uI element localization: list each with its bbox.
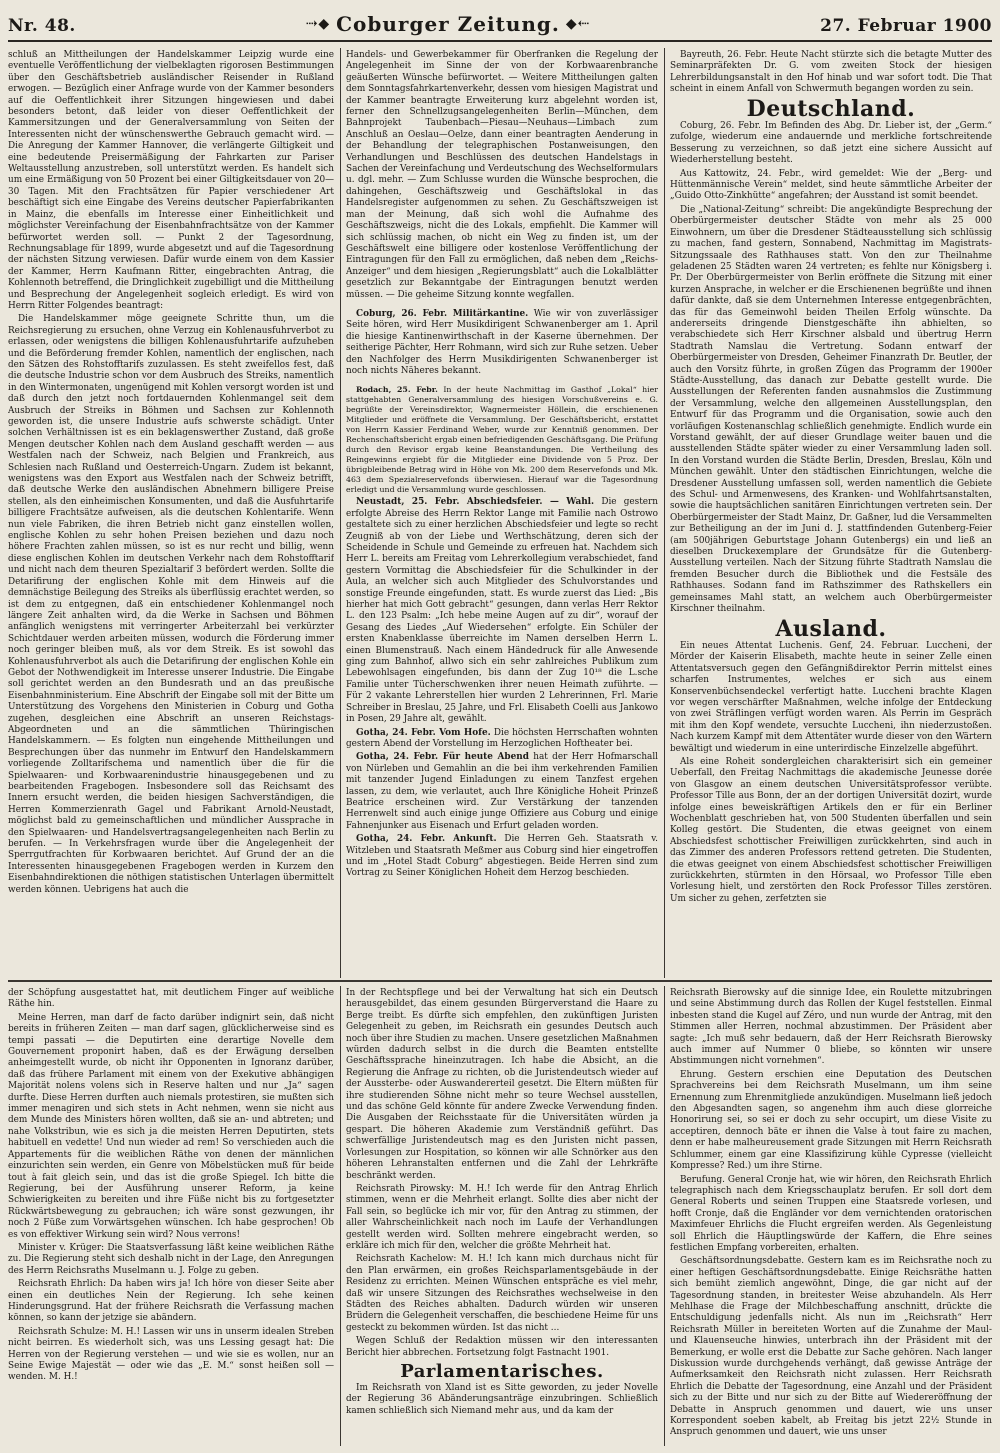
- column-rule: [340, 48, 341, 978]
- article-dateline: Gotha, 24. Febr. Für heute Abend: [356, 752, 529, 763]
- section-heading-ausland: Ausland.: [775, 615, 887, 642]
- article-text: Reichsrath Bierowsky auf die sinnige Idee, ein Roulette mitzubringen und seine Abstimmung durch das Rollen der Kugel feststellen. Einmal inbesten stand die Kugel auf Zéro, und nun wurde der Antrag, mit den Stimmen aller Herren, nochmal abzustimmen. Der Präsident aber sagte: „Ich muß sehr bedauern, daß der Herr Reichsrath Bierowsky auch immer auf Nummer 0 bliebe, so könnten wir unsere Abstimmungen nicht vornehmen“.: [670, 988, 992, 1067]
- article-text: Bayreuth, 26. Febr. Heute Nacht stürzte sich die betagte Mutter des Seminarpräfekten Dr. G. vom zweiten Stock der hiesigen Lehrerbildungsanstalt in den Hof hinab und war sofort todt. Die That scheint in einem Anfall von Schwermuth begangen worden zu sein.: [670, 50, 992, 95]
- article-text: Reichsrath Ehrlich: Da haben wirs ja! Ich höre von dieser Seite aber einen ein deutliches Nein der Regierung. Ich sehe keinen Hinderungsgrund. Hat der frühere Reichsrath die Verfassung machen können, so kann der jetzige sie abändern.: [8, 1279, 334, 1324]
- article-text: Ein neues Attentat Luchenis. Genf, 24. Februar. Luccheni, der Mörder der Kaiserin Elisabeth, machte heute in seiner Zelle einen Attentatsversuch gegen den Gefängnißdirektor Perrin mittelst eines scharfen Instrumentes, welches er sich aus einem Konservenbüchsendeckel verfertigt hatte. Luccheni brachte Klagen vor wegen verschärfter Maßnahmen, welche infolge der Entdeckung von zwei Sträflingen verfügt worden waren. Als Perrin im Gespräch mit ihm den Kopf wendete, versuchte Luccheni, ihn niederzustoßen. Nach kurzem Kampf mit dem Attentäter wurde dieser von den Wärtern bewältigt und wiederum in eine unterirdische Einzelzelle abgeführt.: [670, 640, 992, 754]
- article-text: Reichsrath Pirowsky: M. H.! Ich werde für den Antrag Ehrlich stimmen, wenn er die Mehrheit erlangt. Sollte dies aber nicht der Fall sein, so beglücke ich mir vor, für den Antrag zu stimmen, der aller Wahrscheinlichkeit nach noch im Laufe der Verhandlungen gestellt werden wird. Sollten mehrere eingebracht werden, so erkläre ich mich für den, welcher die größte Mehrheit hat.: [346, 1183, 658, 1251]
- article-text: Handels- und Gewerbekammer für Oberfranken die Regelung der Angelegenheit im Sinne der von der Korbwaarenbranche geäußerten Wünsche befürwortet. — Weitere Mittheilungen galten dem Sonntagsfahrkartenverkehr, dessen vom hiesigen Magistrat und der Kammer beantragte Erweiterung kurz abgelehnt worden ist, ferner den Schnellzugsangelegenheiten Berlin—München, dem Bahnprojekt Taubenbach—Piesau—Neuhaus—Limbach zum Anschluß an Oeslau—Oelze, dann einer beantragten Aenderung in der Behandlung der telegraphischen Postanweisungen, den Verhandlungen und Beschlüssen des deutschen Handelstags in Sachen der Vereinfachung und Verdeutschung des Wechselformulars u. dgl. mehr. — Zum Schlusse wurden die Wünsche besprochen, die dahingehen, Geschäftszweig und Geschäftslokal in das Handelsregister aufgenommen zu sehen. Zu Geschäftszweigen ist man der Meinung, daß sich wohl die Aufnahme des Geschäftszweigs, nicht die des Lokals, empfiehlt. Die Kammer will sich schlüssig machen, ob nicht ein Weg zu finden ist, um der Geschäftswelt eine billigere oder kostenlose Veröffentlichung der Eintragungen für den Fall zu ermöglichen, daß neben dem „Reichs-Anzeiger“ und dem hiesigen „Regierungsblatt“ auch die Lokalblätter gesetzlich zur Bekanntgabe der Eintragungen benutzt werden müssen. — Die geheime Sitzung konnte wegfallen.: [346, 50, 658, 300]
- article-dateline: Gotha, 24. Febr. Vom Hofe.: [356, 727, 491, 738]
- section-heading-deutschland: Deutschland.: [746, 95, 916, 122]
- top-column-1: [8, 50, 334, 976]
- bottom-column-2: [346, 988, 658, 1448]
- article-text: der Schöpfung ausgestattet hat, mit deutlichem Finger auf weibliche Räthe hin.: [8, 988, 334, 1010]
- top-column-2: [346, 50, 658, 976]
- article-text: Reichsrath Kachelow: M. H.! Ich kann mich durchaus nicht für den Plan erwärmen, ein großes Reichsparlamentsgebäude in der Residenz zu errichten. Meinen Wünschen entspräche es viel mehr, daß wir unsere Sitzungen des Reichsrathes wechselweise in den Städten des Reiches abhalten. Dadurch würden wir unseren Brüdern die Gelegenheit verschaffen, die beschiedene Heime für uns gesteckt zu bekommen würden. Ist das nicht ...: [346, 1254, 658, 1333]
- article-text: Minister v. Krüger: Die Staatsverfassung läßt keine weiblichen Räthe zu. Die Regierung steht sich deshalb nicht in der Lage, den Anregungen des Herrn Reichsraths Muselmann u. J. Folge zu geben.: [8, 1242, 334, 1276]
- article-text: In der heute Nachmittag im Gasthof „Lokal“ hier stattgehabten Generalversammlung des hiesigen Vorschußvereins e. G. begrüßte der Vereinsdirektor, Wagnermeister Höllein, die erschienenen Mitglieder und eröffnete die Versammlung. Der Geschäftsbericht, erstattet von Herrn Kassier Ferdinand Weber, wurde zur Kenntniß genommen. Der Rechenschaftsbericht ergab einen befriedigenden Geschäftsgang. Die Prüfung durch den Revisor ergab keine Beanstandungen. Die Vertheilung des Reingewinns ergiebt für die Mitglieder eine Dividende von 5 Proz. Der übrigbleibende Betrag wird in Höhe von Mk. 200 dem Reservefonds und Mk. 463 dem Spezialreservefonds überwiesen. Hierauf war die Tagesordnung erledigt und die Versammlung wurde geschlossen.: [346, 385, 658, 495]
- masthead: [8, 0, 992, 42]
- article-text: Meine Herren, man darf de facto darüber indignirt sein, daß nicht bereits in früheren Zeiten — man darf sagen, glücklicherweise sind es tempi passati — die Deputirten eine derartige Novelle dem Gouvernement proponirt haben, daß es der Erwägung derselben anheimgestellt wurde, ob nicht ihr Opponenten in Ignoranz darüber, daß das frühere Parlament mit einem von der Exekutive abhängigen Majorität nolens volens sich in Reserve halten und nur „Ja“ sagen durfte. Diese Herren durften auch niemals protestiren, sie mußten sich immer menagiren und sich stets in Acht nehmen, wenn sie nicht aus dem Munde des Ministers hören wollten, daß sie an- und abtreten; und nahe Volkstribun, wie es sich ja die meisten Herren Deputirten, stets habituell en vedette! Und nun wieder ad rem! So verschieden auch die Appartements für die weiblichen Räthe von denen der männlichen einzurichten sein werden, ein Genre von Möbelstücken muß für beide tout à fait gleich sein, und das ist die große Spiegel. Ich bitte die Regierung, bei der Ausführung unserer Reform, ja keine Schwierigkeiten zu bereiten und ihre Füße nicht bis zu fortgesetzter Rückwärtsbewegung zu gebrauchen; ich wäre sonst gezwungen, ihr noch 2 Füße zum Vorwärtsgehen wünschen. Ich habe gesprochen! Ob es von effektiver Wirkung sein wird? Nous verrons!: [8, 1012, 334, 1240]
- article-text: Die „National-Zeitung“ schreibt: Die angekündigte Besprechung der Oberbürgermeister deutscher Städte von mehr als 25 000 Einwohnern, um über die Dresdener Städteausstellung sich schlüssig zu machen, fand gestern, Sonnabend, Nachmittag im Magistrats-Sitzungssaale des Rathhauses statt. Von den zur Theilnahme geladenen 25 Städten waren 24 vertreten; es fehlte nur Königsberg i. Pr. Der Oberbürgermeister von Berlin eröffnete die Sitzung mit einer kurzen Ansprache, in welcher er die Erschienenen begrüßte und ihnen dafür dankte, daß sie dem Unternehmen Interesse entgegenbrächten, das für das Gemeinwohl beiden Theilen Erfolg wünschte. Da andererseits dringende Dienstgeschäfte ihn abhielten, so verabschiedete sich Herr Kirschner alsbald und übertrug Herrn Stadtrath Namslau die Vertretung. Sodann entwarf der Oberbürgermeister von Dresden, Geheimer Finanzrath Dr. Beutler, der auch den Vorsitz führte, in großen Zügen das Programm der 1900er Städte-Ausstellung, das danach zur Debatte gestellt wurde. Die Ausstellungen der Referenten fanden ausnahmslos die Zustimmung der Versammlung, welche den allgemeinen Ausstellungsplan, den Entwurf für das Programm und die Organisation, sowie auch den vorläufigen Kostenanschlag schließlich genehmigte. Endlich wurde ein Vorstand gewählt, der auf dieser Grundlage weiter bauen und die ausstellenden Städte später wieder zu einer Versammlung laden soll. In den Vorstand wurden die Städte Berlin, Dresden, Breslau, Köln und München gewählt. Unter den städtischen Einrichtungen, welche die Dresdener Ausstellung umfassen soll, werden namentlich die Gebiete des Schul- und Armenwesens, des Kranken- und Wohlfahrtsanstalten, sowie die hauptsächlichen sanitären Einrichtungen vertreten sein. Der Oberbürgermeister der Stadt Mainz, Dr. Gaßner, lud die Versammelten zur Betheiligung an der im Juni d. J. stattfindenden Gutenberg-Feier (am 500jährigen Geburtstage Johann Gutenbergs) ein und ließ an dieselben Druckexemplare der Grundsätze für die Gutenberg-Ausstellung verteilen. Nach der Sitzung führte Stadtrath Namslau die fremden Besucher durch die Bibliothek und die Festsäle des Rathhauses. Sodann fand im Rathszimmer des Rathskellers ein gemeinsames Mahl statt, an welchem auch Oberbürgermeister Kirschner theilnahm.: [670, 204, 992, 615]
- newspaper-title-text: Coburger Zeitung.: [336, 12, 560, 36]
- article-text: Die höchsten Herrschaften wohnten gestern Abend der Vorstellung im Herzoglichen Hoftheater bei.: [346, 727, 658, 749]
- left-ornament-icon: ⇢◆: [305, 16, 331, 32]
- article-dateline: Neustadt, 25. Febr. Abschiedsfeier. — Wahl.: [356, 497, 595, 508]
- article-text: Die gestern erfolgte Abreise des Herrn Rektor Lange mit Familie nach Ostrowo gestaltete sich zu einer herzlichen Abschiedsfeier und legte so recht Zeugniß ab von der Liebe und Werthschätzung, deren sich der Scheidende in Schule und Gemeinde zu erfreuen hat. Nachdem sich Herr L. bereits am Freitag vom Lehrerkollegium verabschiedet, fand gestern Vormittag die Abschiedsfeier für die Schulkinder in der Aula, an welcher sich auch Mitglieder des Schulvorstandes und sonstige Freunde eingefunden, statt. Es wurde zuerst das Lied: „Bis hierher hat mich Gott gebracht“ gesungen, dann verlas Herr Rektor L. den 123 Psalm: „Ich hebe meine Augen auf zu dir“, worauf der Gesang des Liedes „Auf Wiedersehen“ erfolgte. Ein Schüler der ersten Knabenklasse überreichte im Namen derselben Herrn L. einen Blumenstrauß. Nach einem Händedruck für alle Anwesende ging zum Bahnhof, allwo sich ein sehr zahlreiches Publikum zum Lebewohlsagen eingefunden, bis dann der Zug 10¹⁸ die L.sche Familie unter Tücherschwenken ihrer neuen Heimath zuführte. — Für 2 vakante Lehrerstellen hier wurden 2 Lehrerinnen, Frl. Marie Schreiber in Breslau, 25 Jahre, und Frl. Elisabeth Coelli aus Jankowo in Posen, 29 Jahre alt, gewählt.: [346, 497, 658, 725]
- article-text: Als eine Roheit sondergleichen charakterisirt sich ein gemeiner Ueberfall, den Freitag Nachmittags die akademische Jeunesse dorée von Glasgow an einem deutschen Universitätsprofessor verübte. Professor Tille aus Bonn, der an der dortigen Universität dozirt, wurde infolge eines beweiskräftigen Artikels den er für ein Berliner Wochenblatt geschrieben hat, von 500 Studenten überfallen und sein Kolleg gestört. Die Studenten, die etwas geeignet von einem Abschiedsfest schottischer Freiwilligen zurückkehrten, sind auch in das Zimmer des anderen Professors rettend getreten. Die Studenten, die etwas geeignet von einem Abschiedsfest schottischer Freiwilligen zurückkehrten, stürmten in den Hörsaal, wo Professor Tille eben Vorlesung hielt, und zerstörten den Rock Professor Tilles zerstören. Um sicher zu gehen, zerfetzten sie: [670, 756, 992, 904]
- issue-number: Nr. 48.: [8, 16, 76, 36]
- article-dateline: Gotha, 24. Febr. Ankunft.: [356, 834, 497, 845]
- column-rule: [664, 48, 665, 978]
- article-text: Aus Kattowitz, 24. Febr., wird gemeldet: Wie der „Berg- und Hüttenmännische Verein“ meldet, sind heute sämmtliche Arbeiter der „Guido Otto-Zinkhütte“ angefahren; der Ausstand ist somit beendet.: [670, 168, 992, 202]
- issue-date: 27. Februar 1900: [820, 16, 992, 36]
- section-heading-parlamentarisches: Parlamentarisches.: [400, 1361, 604, 1382]
- article-text: Die Handelskammer möge geeignete Schritte thun, um die Reichsregierung zu ersuchen, ohne Verzug ein Kohlenausfuhrverbot zu erlassen, oder wenigstens die billigen Kohlenausfuhrtarife aufzuheben und die Beförderung fremder Kohlen, namentlich der englischen, nach den Sätzen des Rohstofftarifs zuzulassen. Es steht zweifellos fest, daß die deutsche Industrie schon vor dem Ausbruch des Streiks, namentlich in den Wintermonaten, ungenügend mit Kohlen versorgt worden ist und daß durch den jetzt noch fortdauernden Kohlenmangel seit dem Ausbruch der Streiks in Böhmen und Sachsen zur Kohlennoth geworden ist, die unsere Industrie aufs schwerste schädigt. Unter solchen Verhältnissen ist es ein beklagenswerther Zustand, daß große Mengen deutscher Kohlen nach dem Ausland geschafft werden — aus Westfalen nach der Schweiz, nach Belgien und Frankreich, aus Schlesien nach Rußland und Oesterreich-Ungarn. Zudem ist bekannt, wenigstens was den Export aus Westfalen nach der Schweiz betrifft, daß deutsche Werke den ausländischen Abnehmern billigere Preise stellen, als den einheimischen Konsumenten, und daß die Ausfuhrtarife billigere Frachtsätze aufweisen, als die deutschen Kohlentarife. Wenn nun viele Fabriken, die ihren Betrieb nicht ganz einstellen wollen, englische Kohlen zu sehr hohen Preisen beziehen und dazu noch höhere Frachten zahlen müssen, so ist es nur recht und billig, wenn diese englischen Kohlen im deutschen Verkehr nach dem Rohstofftarif und nicht nach dem theuren Spezialtarif 3 befördert werden. Sollte die Detarifirung der englischen Kohle mit dem Hinweis auf die demnächstige Beilegung des Streiks als überflüssig erachtet werden, so ist dem zu entgegnen, daß ein entschiedener Kohlenmangel noch längere Zeit anhalten wird, da die Werke in Sachsen und Böhmen anfänglich wenigstens mit verringerter Arbeiterzahl bei verkürzter Schichtdauer werden arbeiten müssen, wodurch die Förderung immer noch geringer bleiben muß, als vor dem Streik. Es ist sowohl das Kohlenausfuhrverbot als auch die Detarifirung der englischen Kohle ein Gebot der Nothwendigkeit im Interesse unserer Industrie. Die Eingabe soll gerichtet werden an den Bundesrath und an das preußische Eisenbahnministerium. Eine Abschrift der Eingabe soll mit der Bitte um Unterstützung des Vorgehens den Ministerien in Coburg und Gotha zugehen, desgleichen eine Abschrift an unseren Reichstags-Abgeordneten und an die sämmtlichen Thüringischen Handelskammern. — Es folgten nun eingehende Mittheilungen und Besprechungen über das nunmehr im Entwurf den Handelskammern vorliegende Zolltarifschema und namentlich über die für die Spielwaaren- und Korbwaarenindustrie hinausgegebenen und zu bearbeitenden Fragebogen. Insbesondere soll das Reichsamt des Innern ersucht werden, die beiden hiesigen Sachverständigen, die Herren Kommerzienrath Gagel und Fabrikant Arnold-Neustadt, möglichst bald zu gemeinschaftlichen und mündlicher Aussprache in den Spielwaaren- und Handelsvertragsangelegenheiten nach Berlin zu berufen. — In Verkehrsfragen wurde über die Angelegenheit der Sperrgutfrachten für Korbwaaren berichtet. Auf Grund der an die Interessenten hinausgegebenen Fragebogen werden in Kurzem den Eisenbahndirektionen die nöthigen statistischen Unterlagen übermittelt werden können. Uebrigens hat auch die: [8, 314, 334, 895]
- article-text: Coburg, 26. Febr. Im Befinden des Abg. Dr. Lieber ist, der „Germ.“ zufolge, wiederum eine andauernde und merkliche fortschreitende Besserung zu verzeichnen, so daß jetzt eine sichere Aussicht auf Wiederherstellung besteht.: [670, 121, 992, 166]
- article-text: schluß an Mittheilungen der Handelskammer Leipzig wurde eine eventuelle Veröffentlichung der vielbeklagten rigorosen Bestimmungen über den Geschäftsbetrieb ausländischer Reisender in Rußland erwogen. — Bezüglich einer Anfrage wurde von der Kammer besonders auf die Oeffentlichkeit ihrer Sitzungen hingewiesen und dabei besonders betont, daß leider von dieser Oeffentlichkeit der Kammersitzungen und der Generalversammlung von Seiten der Interessenten nicht der wünschenswerthe Gebrauch gemacht wird. — Die Anregung der Kammer Hannover, die verlängerte Giltigkeit und eine bedeutende Preisermäßigung der Fahrkarten zur Pariser Weltausstellung anzustreben, soll unterstützt werden. Es handelt sich um eine Ermäßigung von 50 Prozent bei einer Giltigkeitsdauer von 20—30 Tagen. Mit den Frachtsätzen für Papier verschiedener Art beschäftigt sich eine Eingabe des Vereins deutscher Papierfabrikanten in Mainz, die ebenfalls im Interesse einer Einheitlichkeit und möglichster Vereinfachung der Eisenbahnfrachtsätze von der Kammer befürwortet werden soll. — Punkt 2 der Tagesordnung, Rechnungsablage für 1899, wurde abgesetzt und auf die Tagesordnung der nächsten Sitzung verwiesen. Dafür wurde einem von dem Kassier der Kammer, Herrn Kaufmann Ritter, eingebrachten Antrag, die Kohlennoth betreffend, die Dringlichkeit zugebilligt und die Mittheilung und Besprechung der Angelegenheit sogleich erledigt. Es wird von Herrn Ritter Folgendes beantragt:: [8, 50, 334, 311]
- newspaper-title: [306, 12, 591, 36]
- article-text: Wegen Schluß der Redaktion müssen wir den interessanten Bericht hier abbrechen. Fortsetzung folgt Fastnacht 1901.: [346, 1336, 658, 1358]
- column-rule: [340, 986, 341, 1446]
- article-text: hat der Herr Hofmarschall von Nürleben und Gemahlin an die bei ihm verkehrenden Familien mit tanzender Jugend Einladungen zu einem Tanzfest ergehen lassen, zu dem, wie verlautet, auch Ihre Königliche Hoheit Prinzeß Beatrice erscheinen wird. Zur Verstärkung der tanzenden Herrenwelt sind auch einige junge Offiziere aus Coburg und einige Fahnenjunker aus Eisenach und Erfurt geladen worden.: [346, 752, 658, 831]
- column-rule: [664, 986, 665, 1446]
- article-text: Reichsrath Schulze: M. H.! Lassen wir uns in unserm idealen Streben nicht beirren. Es wiederholt sich, was uns Lessing gesagt hat: Die Herren von der Regierung verstehen — und wie sie es wollen, nur an Seine Ewige Majestät — oder wie das „E. M.“ sonst heißen soll — wenden. M. H.!: [8, 1326, 334, 1383]
- bottom-column-1: [8, 988, 334, 1448]
- bottom-column-3: [670, 988, 992, 1448]
- article-dateline: Rodach, 25. Febr.: [356, 385, 438, 395]
- article-text: Berufung. General Cronje hat, wie wir hören, den Reichsrath Ehrlich telegraphisch nach dem Kriegsschauplatz berufen. Er soll dort dem General Roberts und seinen Truppen eine Staatsrede vorlesen, und hofft Cronje, daß die Engländer vor dem vernichtenden oratorischen Maximfeuer Ehrlichs die Flucht ergreifen werden. Als Gegenleistung soll Ehrlich die Häuptlingswürde der Kaffern, die Ehre seines festlichen Empfang vorbereiten, erhalten.: [670, 1174, 992, 1253]
- top-column-3: [670, 50, 992, 976]
- article-text: Die Herren Geh. Staatsrath v. Witzleben und Staatsrath Meßmer aus Coburg sind hier eingetroffen und im „Hotel Stadt Coburg“ abgestiegen. Beide Herren sind zum Vortrag zu Seiner Königlichen Hoheit dem Herzog beschieden.: [346, 834, 658, 879]
- article-text: Geschäftsordnungsdebatte. Gestern kam es im Reichsrathe noch zu einer heftigen Geschäftsordnungsdebatte. Einige Reichsräthe hatten sich bemüht ziemlich angewöhnt, Dinge, die gar nicht auf der Tagesordnung standen, in breitester Weise abzuhandeln. Als Herr Mehlhase die Frage der Milchbeschaffung anschnitt, drückte die Entschuldigung jedenfalls nicht. Als nun im „Reichsrath“ Herr Reichsrath Müller in bereiteten Worten auf die Zunahme der Maul- und Klauenseuche hinwies, unterbrach ihn der Präsident mit der Bemerkung, er wolle erst die Debatte zur Sache gehören. Nach langer Diskussion wurde durchgehends verhängt, daß gewisse Anträge der Aufmerksamkeit den Reichsrath nicht zulassen. Herr Reichsrath Ehrlich die Debatte der Tagesordnung, eine Anzahl und der Präsident sich zu der Bitte und nur sich zu der Bitte auf Wiedereröffnung der Debatte in Anspruch genommen und dauert, wie uns unser Korrespondent soeben kabelt, ab Freitag bis jetzt 22½ Stunde in Anspruch genommen und dauert, wie uns unser: [670, 1256, 992, 1438]
- article-dateline: Coburg, 26. Febr. Militärkantine.: [356, 308, 529, 319]
- article-text: In der Rechtspflege und bei der Verwaltung hat sich ein Deutsch herausgebildet, das einem gesunden Bürgerverstand die Haare zu Berge treibt. Es dürfte sich empfehlen, den zukünftigen Juristen Gelegenheit zu geben, im Reichsrath ein gesundes Deutsch auch noch über ihre Studien zu machen. Unsere gesetzlichen Maßnahmen würden dadurch selbst in die durch die Beamten entstellte Geschäftssprache hineinzutragen. Ich habe die Absicht, an die Regierung die Anfrage zu richten, ob die Juristendeutsch wieder auf der Aussterbe- oder Auswandererteil gesetzt. Die Eltern müßten für ihre studierenden Söhne nicht mehr so teure Wechsel ausstellen, und das schöne Geld könnte für andere Zwecke Verwendung finden. Die Ausgaben der Reichsstaate für die Universitäten würden ja gespart. Die höheren Akademie zum Verständniß geführt. Das schwerfällige Juristendeutsch mag es den Juristen nicht passen, Vorlesungen zur Hospitation, so können wir alle Schnörker aus den höheren Lehranstalten entfernen und die Zahl der Lehrkräfte beschränkt werden.: [346, 988, 658, 1181]
- section-divider: [8, 980, 992, 982]
- article-text: Wie wir von zuverlässiger Seite hören, wird Herr Musikdirigent Schwanenberger am 1. April die hiesige Kantinenwirthschaft in der Kaserne übernehmen. Der seitherige Pächter, Herr Rohmann, wird sich zur Ruhe setzen. Ueber den Nachfolger des Herrn Musikdirigenten Schwanenberger ist noch nichts Näheres bekannt.: [346, 308, 658, 376]
- article-text: Im Reichsrath von Xland ist es Sitte geworden, zu jeder Novelle der Regierung 36 Abänderungsanträge einzubringen. Schließlich kamen schließlich sich Niemand mehr aus, und da kam der: [346, 1383, 658, 1416]
- right-ornament-icon: ◆⇠: [565, 16, 591, 32]
- article-text: Ehrung. Gestern erschien eine Deputation des Deutschen Sprachvereins bei dem Reichsrath Muselmann, um ihm seine Ernennung zum Ehrenmitgliede anzukündigen. Muselmann ließ jedoch den Abgesandten sagen, so angenehm ihm auch diese glorreiche Honorirung sei, so sei er doch zu sehr occupirt, um diese Visite zu acceptiren, dennoch bäte er ihnen die Valse à tout faire zu machen, denn er habe malheureusement grade Sitzungen mit Herrn Reichsrath Schlummer, einem gar eine Klassifizirung kühle Cypresse (vielleicht Kompresse? Red.) um ihre Stirne.: [670, 1069, 992, 1172]
